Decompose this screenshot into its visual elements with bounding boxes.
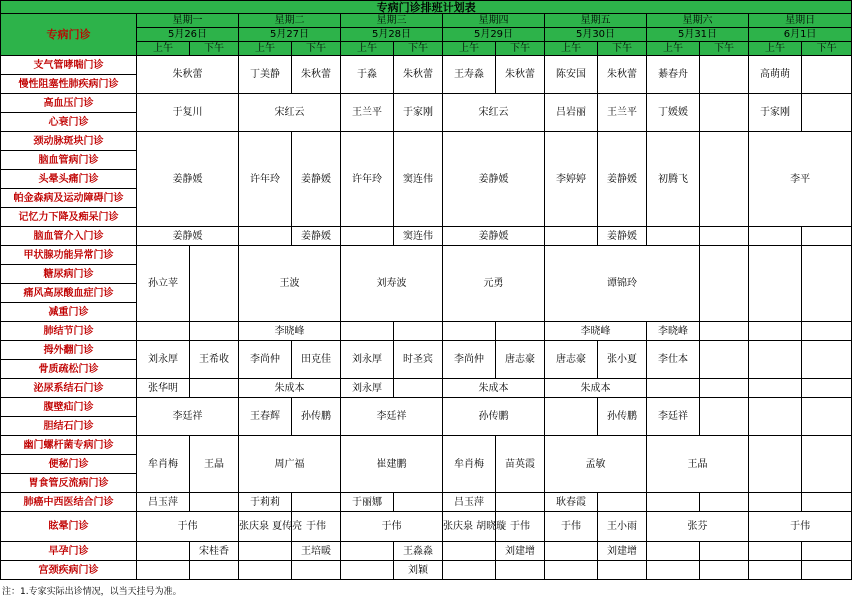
empty-cell: [190, 379, 239, 398]
empty-cell: [647, 542, 700, 561]
doctor-cell: 李仕本: [647, 341, 700, 379]
am-header: 上午: [749, 42, 802, 56]
doctor-cell: 时圣宾: [394, 341, 443, 379]
clinic-label: 骨质疏松门诊: [1, 360, 137, 379]
empty-cell: [700, 341, 749, 379]
doctor-cell: 王兰平: [341, 94, 394, 132]
doctor-cell: 姜静媛: [137, 227, 239, 246]
empty-cell: [190, 493, 239, 512]
doctor-cell: 王希收: [190, 341, 239, 379]
pm-header: 下午: [802, 42, 852, 56]
doctor-cell: 朱成本: [545, 379, 647, 398]
doctor-cell: 姜静媛: [443, 132, 545, 227]
empty-cell: [749, 246, 802, 322]
doctor-cell: 宋红云: [443, 94, 545, 132]
empty-cell: [239, 542, 292, 561]
empty-cell: [802, 542, 852, 561]
empty-cell: [443, 322, 496, 341]
weekday-header: 星期二: [239, 14, 341, 28]
date-header: 5月28日: [341, 28, 443, 42]
doctor-cell: 周广福: [239, 436, 341, 493]
doctor-cell: 李晓峰: [545, 322, 647, 341]
am-header: 上午: [341, 42, 394, 56]
am-header: 上午: [545, 42, 598, 56]
empty-cell: [292, 493, 341, 512]
clinic-label: 脑血管病门诊: [1, 151, 137, 170]
doctor-cell: 王晶: [647, 436, 749, 493]
doctor-cell: 朱秋蕾: [137, 56, 239, 94]
weekday-header: 星期三: [341, 14, 443, 28]
empty-cell: [802, 94, 852, 132]
clinic-label: 慢性阻塞性肺疾病门诊: [1, 75, 137, 94]
empty-cell: [749, 379, 802, 398]
empty-cell: [802, 322, 852, 341]
doctor-cell: 于丽娜: [341, 493, 394, 512]
empty-cell: [496, 493, 545, 512]
empty-cell: [802, 493, 852, 512]
empty-cell: [394, 379, 443, 398]
doctor-cell: 李廷祥: [647, 398, 700, 436]
empty-cell: [647, 561, 700, 580]
doctor-cell: 孙立苹: [137, 246, 190, 322]
empty-cell: [496, 322, 545, 341]
weekday-header: 星期日: [749, 14, 852, 28]
doctor-cell: 丁媛媛: [647, 94, 700, 132]
empty-cell: [394, 322, 443, 341]
doctor-cell: 张庆泉 夏传亮: [239, 512, 292, 542]
doctor-cell: 李平: [749, 132, 852, 227]
doctor-cell: 吕玉萍: [443, 493, 496, 512]
clinic-label: 幽门螺杆菌专病门诊: [1, 436, 137, 455]
clinic-label: 头晕头痛门诊: [1, 170, 137, 189]
doctor-cell: 王小雨: [598, 512, 647, 542]
empty-cell: [700, 94, 749, 132]
doctor-cell: 王兰平: [598, 94, 647, 132]
empty-cell: [545, 398, 598, 436]
clinic-label: 眩晕门诊: [1, 512, 137, 542]
empty-cell: [802, 379, 852, 398]
empty-cell: [802, 341, 852, 379]
doctor-cell: 丁美静: [239, 56, 292, 94]
empty-cell: [700, 379, 749, 398]
clinic-label: 颈动脉斑块门诊: [1, 132, 137, 151]
date-header: 5月30日: [545, 28, 647, 42]
doctor-cell: 王培暖: [292, 542, 341, 561]
doctor-cell: 于家刚: [394, 94, 443, 132]
doctor-cell: 于家刚: [749, 94, 802, 132]
empty-cell: [802, 227, 852, 246]
empty-cell: [496, 561, 545, 580]
empty-cell: [802, 561, 852, 580]
doctor-cell: 吕玉萍: [137, 493, 190, 512]
empty-cell: [749, 341, 802, 379]
doctor-cell: 王春辉: [239, 398, 292, 436]
empty-cell: [598, 561, 647, 580]
doctor-cell: 田克佳: [292, 341, 341, 379]
empty-cell: [749, 398, 802, 436]
clinic-label: 胆结石门诊: [1, 417, 137, 436]
date-header: 5月31日: [647, 28, 749, 42]
doctor-cell: 于伟: [749, 512, 852, 542]
doctor-cell: 孙传鹏: [598, 398, 647, 436]
empty-cell: [802, 246, 852, 322]
doctor-cell: 宋桂香: [190, 542, 239, 561]
weekday-header: 星期一: [137, 14, 239, 28]
empty-cell: [749, 493, 802, 512]
clinic-label: 痛风高尿酸血症门诊: [1, 284, 137, 303]
clinic-label: 宫颈疾病门诊: [1, 561, 137, 580]
doctor-cell: 刘建增: [496, 542, 545, 561]
date-header: 5月27日: [239, 28, 341, 42]
doctor-cell: 孙传鹏: [292, 398, 341, 436]
empty-cell: [341, 322, 394, 341]
doctor-cell: 于伟: [292, 512, 341, 542]
empty-cell: [700, 246, 749, 322]
doctor-cell: 李晓峰: [647, 322, 700, 341]
doctor-cell: 牟肖梅: [443, 436, 496, 493]
empty-cell: [749, 227, 802, 246]
empty-cell: [545, 542, 598, 561]
empty-cell: [394, 493, 443, 512]
empty-cell: [700, 132, 749, 227]
doctor-cell: 陈安国: [545, 56, 598, 94]
doctor-cell: 张小夏: [598, 341, 647, 379]
doctor-cell: 于莉莉: [239, 493, 292, 512]
doctor-cell: 于伟: [341, 512, 443, 542]
clinic-label: 肺癌中西医结合门诊: [1, 493, 137, 512]
doctor-cell: 李廷祥: [137, 398, 239, 436]
empty-cell: [700, 322, 749, 341]
pm-header: 下午: [700, 42, 749, 56]
empty-cell: [341, 561, 394, 580]
table-title: 专病门诊排班计划表: [1, 1, 852, 14]
footnote: 注：1.专家实际出诊情况，以当天挂号为准。: [2, 587, 182, 597]
doctor-cell: 牟肖梅: [137, 436, 190, 493]
weekday-header: 星期六: [647, 14, 749, 28]
doctor-cell: 李晓峰: [239, 322, 341, 341]
clinic-label: 拇外翻门诊: [1, 341, 137, 360]
doctor-cell: 苗英霞: [496, 436, 545, 493]
doctor-cell: 窦连伟: [394, 132, 443, 227]
clinic-label: 早孕门诊: [1, 542, 137, 561]
empty-cell: [443, 561, 496, 580]
clinic-label: 腹壁疝门诊: [1, 398, 137, 417]
clinic-label: 糖尿病门诊: [1, 265, 137, 284]
doctor-cell: 姜静媛: [443, 227, 545, 246]
clinic-label: 减重门诊: [1, 303, 137, 322]
empty-cell: [647, 379, 700, 398]
doctor-cell: 窦连伟: [394, 227, 443, 246]
empty-cell: [239, 561, 292, 580]
doctor-cell: 刘永厚: [341, 379, 394, 398]
corner-label: 专病门诊: [1, 14, 137, 56]
doctor-cell: 綦春舟: [647, 56, 700, 94]
clinic-label: 甲状腺功能异常门诊: [1, 246, 137, 265]
doctor-cell: 于伟: [496, 512, 545, 542]
empty-cell: [700, 493, 749, 512]
empty-cell: [443, 542, 496, 561]
empty-cell: [190, 322, 239, 341]
empty-cell: [647, 493, 700, 512]
doctor-cell: 刘建增: [598, 542, 647, 561]
empty-cell: [190, 246, 239, 322]
doctor-cell: 朱成本: [443, 379, 545, 398]
date-header: 5月29日: [443, 28, 545, 42]
date-header: 5月26日: [137, 28, 239, 42]
doctor-cell: 孟敏: [545, 436, 647, 493]
am-header: 上午: [443, 42, 496, 56]
clinic-label: 高血压门诊: [1, 94, 137, 113]
doctor-cell: 谭锦玲: [545, 246, 700, 322]
doctor-cell: 朱成本: [239, 379, 341, 398]
doctor-cell: 王寿淼: [443, 56, 496, 94]
date-header: 6月1日: [749, 28, 852, 42]
doctor-cell: 姜静媛: [292, 132, 341, 227]
doctor-cell: 张华明: [137, 379, 190, 398]
clinic-label: 帕金森病及运动障碍门诊: [1, 189, 137, 208]
clinic-label: 支气管哮喘门诊: [1, 56, 137, 75]
empty-cell: [802, 56, 852, 94]
doctor-cell: 于淼: [341, 56, 394, 94]
doctor-cell: 姜静媛: [292, 227, 341, 246]
empty-cell: [749, 561, 802, 580]
empty-cell: [749, 436, 802, 493]
doctor-cell: 张庆泉 胡晓璇: [443, 512, 496, 542]
clinic-label: 便秘门诊: [1, 455, 137, 474]
doctor-cell: 王淼淼: [394, 542, 443, 561]
empty-cell: [749, 542, 802, 561]
doctor-cell: 朱秋蕾: [496, 56, 545, 94]
doctor-cell: 姜静媛: [598, 132, 647, 227]
empty-cell: [545, 227, 598, 246]
clinic-label: 脑血管介入门诊: [1, 227, 137, 246]
doctor-cell: 耿春霞: [545, 493, 598, 512]
clinic-label: 胃食管反流病门诊: [1, 474, 137, 493]
doctor-cell: 姜静媛: [598, 227, 647, 246]
doctor-cell: 刘永厚: [137, 341, 190, 379]
doctor-cell: 朱秋蕾: [292, 56, 341, 94]
doctor-cell: 李尚仲: [239, 341, 292, 379]
doctor-cell: 宋红云: [239, 94, 341, 132]
weekday-header: 星期四: [443, 14, 545, 28]
empty-cell: [137, 561, 190, 580]
am-header: 上午: [647, 42, 700, 56]
am-header: 上午: [239, 42, 292, 56]
clinic-label: 心衰门诊: [1, 113, 137, 132]
doctor-cell: 许年玲: [341, 132, 394, 227]
empty-cell: [749, 322, 802, 341]
doctor-cell: 许年玲: [239, 132, 292, 227]
doctor-cell: 吕岩丽: [545, 94, 598, 132]
empty-cell: [137, 322, 190, 341]
empty-cell: [190, 561, 239, 580]
doctor-cell: 于伟: [137, 512, 239, 542]
doctor-cell: 唐志豪: [545, 341, 598, 379]
doctor-cell: 张芬: [647, 512, 749, 542]
doctor-cell: 朱秋蕾: [394, 56, 443, 94]
empty-cell: [341, 227, 394, 246]
doctor-cell: 初腾飞: [647, 132, 700, 227]
empty-cell: [700, 542, 749, 561]
doctor-cell: 孙传鹏: [443, 398, 545, 436]
clinic-label: 肺结节门诊: [1, 322, 137, 341]
doctor-cell: 刘永厚: [341, 341, 394, 379]
am-header: 上午: [137, 42, 190, 56]
empty-cell: [802, 436, 852, 493]
pm-header: 下午: [496, 42, 545, 56]
doctor-cell: 姜静媛: [137, 132, 239, 227]
empty-cell: [292, 561, 341, 580]
pm-header: 下午: [292, 42, 341, 56]
doctor-cell: 刘寿波: [341, 246, 443, 322]
doctor-cell: 李婷婷: [545, 132, 598, 227]
empty-cell: [239, 227, 292, 246]
pm-header: 下午: [190, 42, 239, 56]
doctor-cell: 李尚仲: [443, 341, 496, 379]
doctor-cell: 刘颖: [394, 561, 443, 580]
empty-cell: [802, 398, 852, 436]
doctor-cell: 王晶: [190, 436, 239, 493]
clinic-label: 泌尿系结石门诊: [1, 379, 137, 398]
empty-cell: [700, 56, 749, 94]
empty-cell: [137, 542, 190, 561]
empty-cell: [545, 561, 598, 580]
weekday-header: 星期五: [545, 14, 647, 28]
doctor-cell: 于复川: [137, 94, 239, 132]
empty-cell: [700, 227, 749, 246]
empty-cell: [341, 542, 394, 561]
doctor-cell: 朱秋蕾: [598, 56, 647, 94]
doctor-cell: 元勇: [443, 246, 545, 322]
doctor-cell: 于伟: [545, 512, 598, 542]
empty-cell: [647, 227, 700, 246]
doctor-cell: 李廷祥: [341, 398, 443, 436]
empty-cell: [700, 561, 749, 580]
doctor-cell: 高萌萌: [749, 56, 802, 94]
pm-header: 下午: [598, 42, 647, 56]
doctor-cell: 崔建鹏: [341, 436, 443, 493]
empty-cell: [700, 398, 749, 436]
doctor-cell: 唐志豪: [496, 341, 545, 379]
clinic-label: 记忆力下降及痴呆门诊: [1, 208, 137, 227]
empty-cell: [598, 493, 647, 512]
pm-header: 下午: [394, 42, 443, 56]
doctor-cell: 王波: [239, 246, 341, 322]
